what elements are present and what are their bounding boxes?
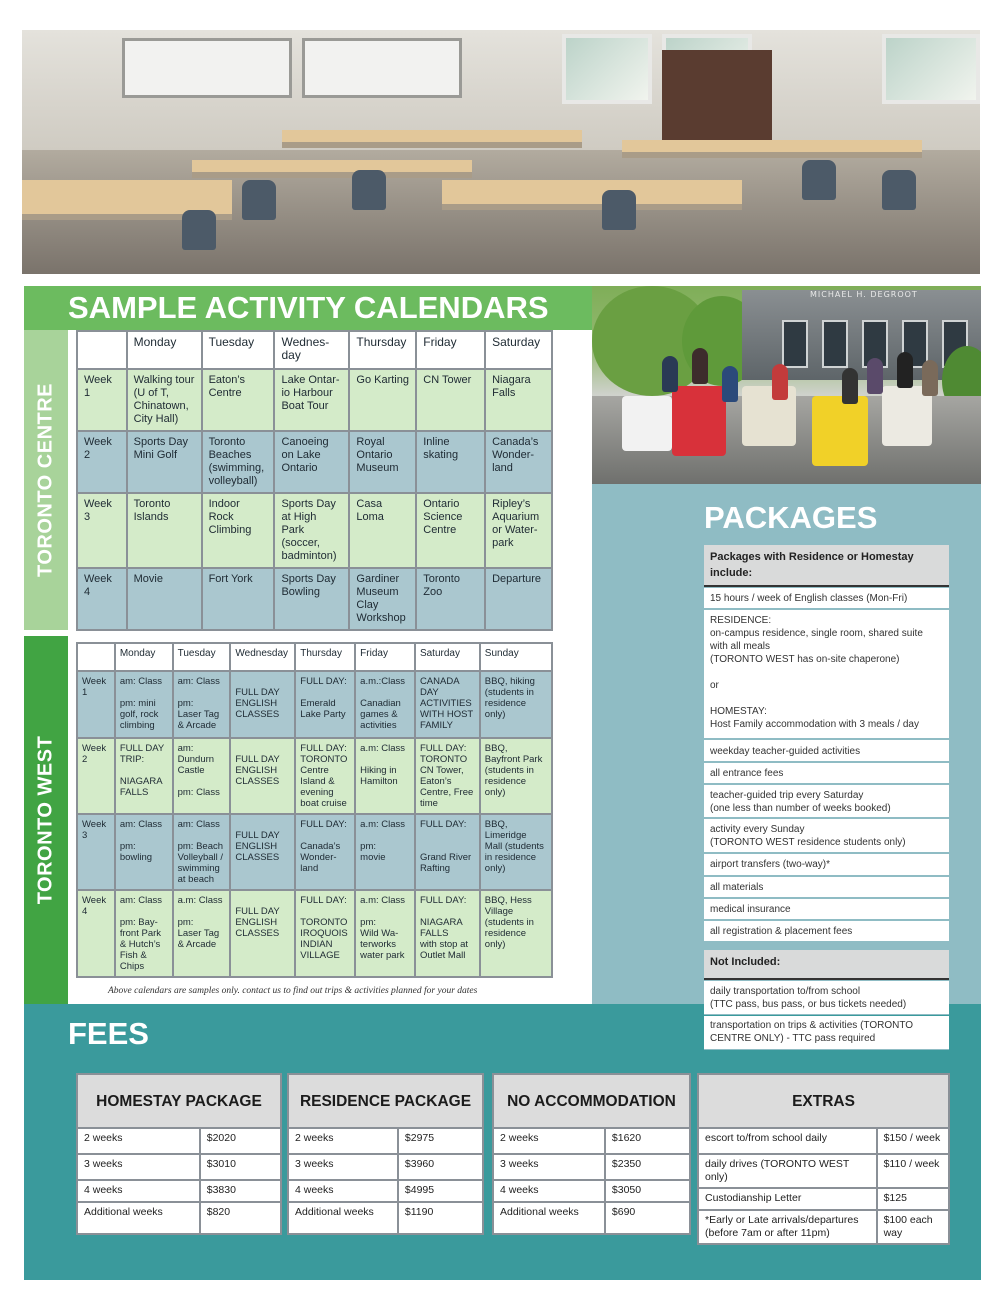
- calendar-row: [77, 493, 552, 568]
- calendar-cell: Go Karting: [349, 369, 416, 431]
- calendar-cell: FULL DAY: Canada’s Wonder- land: [295, 814, 355, 890]
- fee-duration: 2 weeks: [288, 1128, 398, 1154]
- calendar-cell: am: Class pm: Bay- front Park & Hutch’s Fish & Chips: [115, 890, 173, 977]
- calendar-header-row: [77, 331, 552, 369]
- calendar-cell: FULL DAY: Grand River Rafting: [415, 814, 480, 890]
- calendar-cell: a.m: Class pm: Laser Tag & Arcade: [173, 890, 231, 977]
- header-cell: Friday: [355, 643, 415, 671]
- fee-duration: 3 weeks: [77, 1154, 200, 1180]
- toronto-centre-label: TORONTO CENTRE: [34, 382, 57, 578]
- toronto-centre-side: [24, 330, 68, 630]
- header-cell: Wednesday: [230, 643, 295, 671]
- calendar-cell: Toronto Beaches (swimming, volleyball): [202, 431, 275, 493]
- calendar-note: Above calendars are samples only. contact us to find out trips & activities planned for your dates: [108, 986, 478, 996]
- calendar-cell: am: Class pm: Laser Tag & Arcade: [173, 671, 231, 738]
- fee-duration: 4 weeks: [77, 1180, 200, 1202]
- calendar-cell: Gardiner Museum Clay Workshop: [349, 568, 416, 630]
- package-item: activity every Sunday (TORONTO WEST residence students only): [704, 819, 949, 853]
- calendar-cell: BBQ, hiking (students in residence only): [480, 671, 552, 738]
- calendar-cell: Canada’s Wonder- land: [485, 431, 552, 493]
- page-title: SAMPLE ACTIVITY CALENDARS: [24, 286, 592, 330]
- not-included-item: transportation on trips & activities (TORONTO CENTRE ONLY) - TTC pass required: [704, 1016, 949, 1050]
- fee-price: $690: [605, 1202, 690, 1234]
- extras-fee-table: [697, 1073, 950, 1245]
- calendar-cell: Ontario Science Centre: [416, 493, 485, 568]
- classroom-photo: [22, 30, 980, 274]
- toronto-west-label: TORONTO WEST: [34, 735, 57, 905]
- header-cell: Monday: [115, 643, 173, 671]
- calendar-row: [77, 431, 552, 493]
- packages-include-header: Packages with Residence or Homestay include:: [704, 545, 949, 587]
- not-included-header: Not Included:: [704, 950, 949, 980]
- header-cell: [77, 331, 127, 369]
- calendar-cell: Walking tour (U of T, Chinatown, City Hall): [127, 369, 202, 431]
- calendar-cell: Indoor Rock Climbing: [202, 493, 275, 568]
- package-item: all entrance fees: [704, 763, 949, 784]
- header-cell: Saturday: [485, 331, 552, 369]
- calendar-cell: am: Class pm: Beach Volleyball / swimming at beach: [173, 814, 231, 890]
- fee-duration: Additional weeks: [77, 1202, 200, 1234]
- header-cell: Friday: [416, 331, 485, 369]
- calendar-cell: am: Dundurn Castle pm: Class: [173, 738, 231, 814]
- extra-price: $110 / week: [877, 1154, 949, 1188]
- fee-price: $1190: [398, 1202, 483, 1234]
- toronto-west-side: [24, 636, 68, 1004]
- calendar-cell: Lake Ontar- io Harbour Boat Tour: [274, 369, 349, 431]
- package-item: teacher-guided trip every Saturday (one less than number of weeks booked): [704, 785, 949, 818]
- week-cell: Week 1: [77, 671, 115, 738]
- fee-price: $3050: [605, 1180, 690, 1202]
- week-cell: Week 2: [77, 431, 127, 493]
- fee-price: $1620: [605, 1128, 690, 1154]
- fee-duration: 4 weeks: [288, 1180, 398, 1202]
- calendar-cell: FULL DAY: TORONTO CN Tower, Eaton’s Centre, Free time: [415, 738, 480, 814]
- fee-duration: Additional weeks: [493, 1202, 605, 1234]
- calendar-cell: Eaton’s Centre: [202, 369, 275, 431]
- calendar-cell: FULL DAY: TORONTO Centre Island & evening boat cruise: [295, 738, 355, 814]
- extra-item: daily drives (TORONTO WEST only): [698, 1154, 877, 1188]
- calendar-cell: a.m.:Class Canadian games & activities: [355, 671, 415, 738]
- week-cell: Week 3: [77, 493, 127, 568]
- calendar-cell: BBQ, Limeridge Mall (students in residence only): [480, 814, 552, 890]
- calendar-cell: BBQ, Hess Village (students in residence only): [480, 890, 552, 977]
- calendar-cell: CN Tower: [416, 369, 485, 431]
- fees-title: FEES: [68, 1016, 149, 1051]
- fee-table-title: EXTRAS: [698, 1074, 949, 1128]
- week-cell: Week 2: [77, 738, 115, 814]
- calendar-cell: FULL DAY ENGLISH CLASSES: [230, 671, 295, 738]
- fee-duration: 3 weeks: [493, 1154, 605, 1180]
- header-cell: Tuesday: [173, 643, 231, 671]
- calendar-cell: Movie: [127, 568, 202, 630]
- calendar-cell: FULL DAY ENGLISH CLASSES: [230, 738, 295, 814]
- extra-item: escort to/from school daily: [698, 1128, 877, 1154]
- package-item: 15 hours / week of English classes (Mon-Fri): [704, 588, 949, 609]
- calendar-cell: am: Class pm: bowling: [115, 814, 173, 890]
- package-item: all registration & placement fees: [704, 921, 949, 942]
- header-cell: [77, 643, 115, 671]
- week-cell: Week 4: [77, 568, 127, 630]
- calendar-cell: a.m: Class pm: movie: [355, 814, 415, 890]
- calendar-row: [77, 671, 552, 738]
- calendar-cell: am: Class pm: mini golf, rock climbing: [115, 671, 173, 738]
- package-item: airport transfers (two-way)*: [704, 854, 949, 876]
- calendar-cell: Casa Loma: [349, 493, 416, 568]
- calendar-cell: a.m: Class Hiking in Hamilton: [355, 738, 415, 814]
- calendar-cell: Fort York: [202, 568, 275, 630]
- extra-price: $125: [877, 1188, 949, 1210]
- extra-price: $150 / week: [877, 1128, 949, 1154]
- calendar-cell: Departure: [485, 568, 552, 630]
- fee-table-title: HOMESTAY PACKAGE: [77, 1074, 281, 1128]
- calendar-row: [77, 814, 552, 890]
- fee-duration: 3 weeks: [288, 1154, 398, 1180]
- week-cell: Week 3: [77, 814, 115, 890]
- fee-price: $820: [200, 1202, 281, 1234]
- fee-price: $3960: [398, 1154, 483, 1180]
- extra-item: *Early or Late arrivals/departures (before 7am or after 11pm): [698, 1210, 877, 1244]
- students-photo: [592, 286, 981, 484]
- header-cell: Thursday: [349, 331, 416, 369]
- week-cell: Week 4: [77, 890, 115, 977]
- calendar-cell: Toronto Islands: [127, 493, 202, 568]
- homestay-fee-table: [76, 1073, 282, 1235]
- calendar-cell: Inline skating: [416, 431, 485, 493]
- fee-duration: 4 weeks: [493, 1180, 605, 1202]
- calendar-cell: FULL DAY: Emerald Lake Party: [295, 671, 355, 738]
- fee-price: $4995: [398, 1180, 483, 1202]
- calendar-cell: Sports Day Mini Golf: [127, 431, 202, 493]
- calendar-cell: Toronto Zoo: [416, 568, 485, 630]
- extra-price: $100 each way: [877, 1210, 949, 1244]
- package-item: RESIDENCE: on-campus residence, single room, shared suite with all meals (TORONTO WEST has on-site chaperone) or HOMESTAY: Host Family accommodation with 3 meals / day: [704, 610, 949, 739]
- header-cell: Monday: [127, 331, 202, 369]
- calendar-cell: FULL DAY: TORONTO IROQUOIS INDIAN VILLAGE: [295, 890, 355, 977]
- calendar-cell: Ripley’s Aquarium or Water- park: [485, 493, 552, 568]
- toronto-centre-calendar: [76, 330, 553, 631]
- calendar-cell: CANADA DAY ACTIVITIES WITH HOST FAMILY: [415, 671, 480, 738]
- calendar-cell: a.m: Class pm: Wild Wa- terworks water park: [355, 890, 415, 977]
- fee-table-title: NO ACCOMMODATION: [493, 1074, 690, 1128]
- fee-price: $3010: [200, 1154, 281, 1180]
- residence-fee-table: [287, 1073, 484, 1235]
- calendar-cell: BBQ, Bayfront Park (students in residence only): [480, 738, 552, 814]
- fee-table-title: RESIDENCE PACKAGE: [288, 1074, 483, 1128]
- fee-price: $2975: [398, 1128, 483, 1154]
- calendar-cell: Sports Day Bowling: [274, 568, 349, 630]
- calendar-cell: Sports Day at High Park (soccer, badminton): [274, 493, 349, 568]
- calendar-row: [77, 738, 552, 814]
- calendar-cell: FULL DAY: NIAGARA FALLS with stop at Outlet Mall: [415, 890, 480, 977]
- calendar-cell: FULL DAY ENGLISH CLASSES: [230, 890, 295, 977]
- week-cell: Week 1: [77, 369, 127, 431]
- header-cell: Thursday: [295, 643, 355, 671]
- fee-duration: 2 weeks: [493, 1128, 605, 1154]
- calendar-cell: FULL DAY TRIP: NIAGARA FALLS: [115, 738, 173, 814]
- header-cell: Wednes- day: [274, 331, 349, 369]
- extra-item: Custodianship Letter: [698, 1188, 877, 1210]
- toronto-west-calendar: [76, 642, 553, 978]
- fee-price: $2350: [605, 1154, 690, 1180]
- calendar-cell: Canoeing on Lake Ontario: [274, 431, 349, 493]
- header-cell: Tuesday: [202, 331, 275, 369]
- fee-price: $3830: [200, 1180, 281, 1202]
- building-sign: MICHAEL H. DEGROOT: [810, 290, 918, 299]
- packages-title: PACKAGES: [704, 500, 878, 535]
- calendar-row: [77, 890, 552, 977]
- calendar-cell: FULL DAY ENGLISH CLASSES: [230, 814, 295, 890]
- header-cell: Saturday: [415, 643, 480, 671]
- calendar-header-row: [77, 643, 552, 671]
- package-item: all materials: [704, 877, 949, 898]
- no-accommodation-fee-table: [492, 1073, 691, 1235]
- fee-duration: 2 weeks: [77, 1128, 200, 1154]
- header-cell: Sunday: [480, 643, 552, 671]
- package-item: weekday teacher-guided activities: [704, 740, 949, 762]
- calendar-cell: Royal Ontario Museum: [349, 431, 416, 493]
- calendar-row: [77, 369, 552, 431]
- package-item: medical insurance: [704, 899, 949, 920]
- calendar-row: [77, 568, 552, 630]
- fee-price: $2020: [200, 1128, 281, 1154]
- not-included-item: daily transportation to/from school (TTC pass, bus pass, or bus tickets needed): [704, 981, 949, 1015]
- calendar-cell: Niagara Falls: [485, 369, 552, 431]
- fee-duration: Additional weeks: [288, 1202, 398, 1234]
